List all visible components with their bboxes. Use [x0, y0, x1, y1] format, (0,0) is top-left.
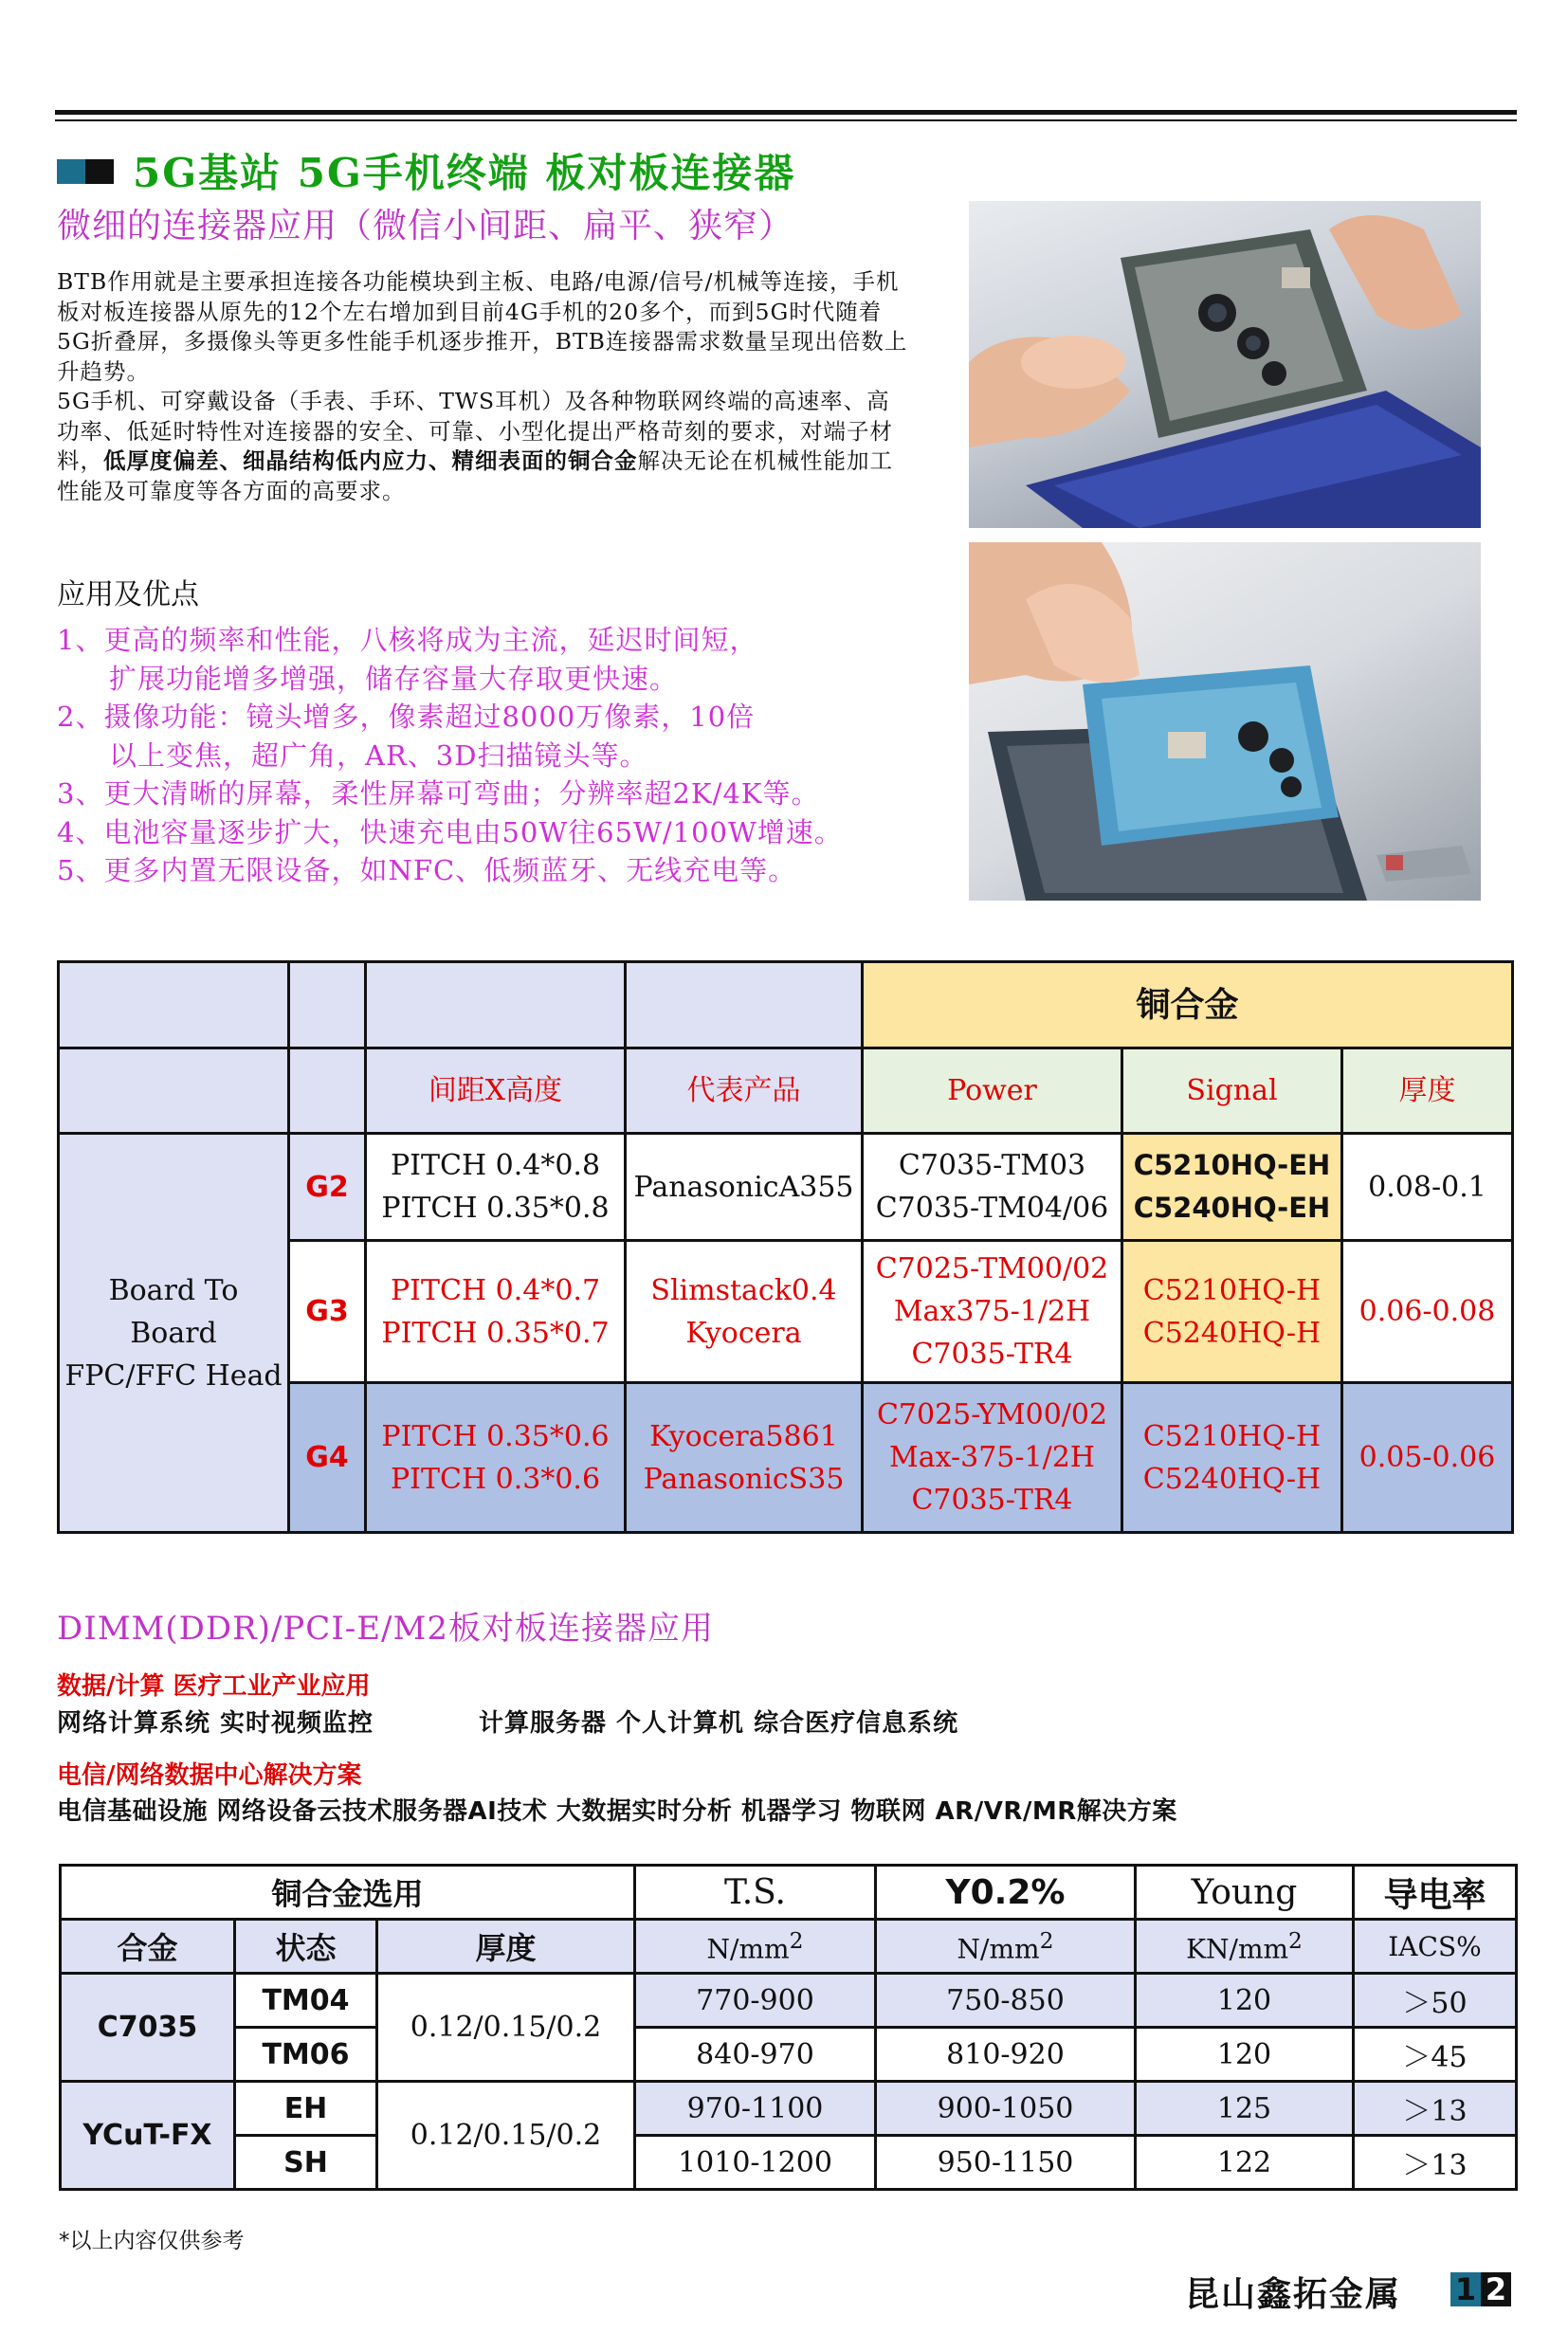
pitch-value: PITCH 0.4*0.8	[390, 1149, 601, 1182]
state-cell: SH	[235, 2136, 377, 2190]
t1-empty-cell	[59, 962, 289, 1048]
young-cell: 120	[1136, 2028, 1354, 2082]
product-value: Kyocera	[685, 1316, 802, 1350]
page-number-digit-1: 1	[1450, 2272, 1481, 2306]
g2-thickness: 0.08-0.1	[1342, 1134, 1513, 1241]
y-cell: 750-850	[876, 1974, 1136, 2028]
col-product-header: 代表产品	[626, 1048, 863, 1134]
young-cell: 120	[1136, 1974, 1354, 2028]
dimm-section-title: DIMM(DDR)/PCI-E/M2板对板连接器应用	[57, 1610, 714, 1648]
signal-value: C5210HQ-H	[1142, 1419, 1322, 1453]
product-value: Kyocera5861	[649, 1419, 838, 1453]
unit-sup: 2	[1288, 1927, 1303, 1955]
alloy-selection-table	[59, 1864, 1518, 2191]
power-value: C7035-TM03	[898, 1149, 1086, 1182]
unit-text: KN/mm	[1186, 1933, 1289, 1965]
top-rule-thin	[55, 119, 1517, 121]
g4-product	[626, 1383, 863, 1533]
intro-p2-start: 5G手机、可穿戴设备（手表、手环、TWS耳机）及各种物联网终端的高速率、高功率、低延时特性对连接器的安全、可靠、小型化提出严格苛刻的要求，对端子材料，	[57, 388, 893, 474]
g3-signal	[1122, 1241, 1342, 1383]
advantage-item-2: 2、摄像功能：镜头增多，像素超过8000万像素，10倍	[57, 701, 756, 733]
page-number-digit-2: 2	[1481, 2272, 1511, 2306]
h-thickness: 厚度	[377, 1920, 635, 1974]
intro-paragraph-1: BTB作用就是主要承担连接各功能模块到主板、电路/电源/信号/机械等连接，手机板对板连接器从原先的12个左右增加到目前4G手机的20多个，而到5G时代随着5G折叠屏，多摄像头等更多性能手机逐步推开，BTB连接器需求数量呈现出倍数上升趋势。	[57, 268, 908, 385]
photo-illustration-2	[969, 542, 1481, 901]
company-name: 昆山鑫拓金属	[1185, 2275, 1402, 2314]
heading-square-icon-dark	[85, 159, 114, 184]
power-value: C7035-TR4	[911, 1484, 1073, 1517]
signal-value: C5210HQ-EH	[1133, 1149, 1331, 1181]
row-label-line: Board	[130, 1316, 217, 1350]
product-value: Slimstack0.4	[650, 1273, 837, 1307]
row-label-line: FPC/FFC Head	[64, 1358, 283, 1393]
t1-empty-cell	[59, 1048, 289, 1134]
g4-pitch	[366, 1383, 626, 1533]
young-cell: 125	[1136, 2082, 1354, 2136]
g2-product: PanasonicA355	[626, 1134, 863, 1241]
h-ts: T.S.	[635, 1866, 876, 1920]
cond-cell: ＞50	[1354, 1974, 1517, 2028]
col-pitch-header: 间距X高度	[366, 1048, 626, 1134]
gen-g4: G4	[289, 1383, 366, 1533]
g3-product	[626, 1241, 863, 1383]
g2-power	[863, 1134, 1122, 1241]
ts-cell: 840-970	[635, 2028, 876, 2082]
advantage-item-1-cont: 扩展功能增多增强，储存容量大存取更快速。	[109, 662, 679, 695]
intro-text	[57, 267, 910, 506]
ts-cell: 1010-1200	[635, 2136, 876, 2190]
power-value: C7025-YM00/02	[876, 1398, 1108, 1431]
pitch-value: PITCH 0.35*0.6	[381, 1419, 610, 1453]
reference-note: *以上内容仅供参考	[59, 2229, 245, 2253]
thickness-cell: 0.12/0.15/0.2	[377, 2082, 635, 2190]
col-power-header: Power	[863, 1048, 1122, 1134]
dimm-line-2: 电信基础设施 网络设备云技术服务器AI技术 大数据实时分析 机器学习 物联网 AR/VR/MR解决方案	[57, 1797, 1177, 1826]
cond-cell: ＞13	[1354, 2136, 1517, 2190]
dimm-label-data: 数据/计算 医疗工业产业应用	[57, 1672, 371, 1701]
g3-power	[863, 1241, 1122, 1383]
intro-p2-end: 解决无论在机械性能加工性能及可靠度等各方面的高要求。	[57, 447, 893, 504]
h-y02: Y0.2%	[876, 1866, 1136, 1920]
top-rule	[55, 110, 1517, 115]
cond-cell: ＞13	[1354, 2082, 1517, 2136]
unit-young	[1136, 1920, 1354, 1974]
power-value: C7035-TR4	[911, 1338, 1073, 1371]
t1-empty-cell	[289, 962, 366, 1048]
h-alloy-select: 铜合金选用	[61, 1866, 635, 1920]
thickness-cell: 0.12/0.15/0.2	[377, 1974, 635, 2082]
phone-assembly-photo	[969, 542, 1481, 901]
state-cell: TM06	[235, 2028, 377, 2082]
signal-value: C5210HQ-H	[1142, 1273, 1322, 1307]
y-cell: 900-1050	[876, 2082, 1136, 2136]
g2-signal	[1122, 1134, 1342, 1241]
pitch-value: PITCH 0.35*0.8	[381, 1192, 610, 1225]
power-value: Max-375-1/2H	[889, 1441, 1095, 1474]
t1-empty-cell	[366, 962, 626, 1048]
g4-signal	[1122, 1383, 1342, 1533]
power-value: C7035-TM04/06	[875, 1192, 1109, 1225]
advantage-item-3: 3、更大清晰的屏幕，柔性屏幕可弯曲；分辨率超2K/4K等。	[57, 777, 820, 810]
unit-conductivity: IACS%	[1354, 1920, 1517, 1974]
unit-sup: 2	[789, 1927, 804, 1955]
t1-empty-cell	[626, 962, 863, 1048]
unit-y	[876, 1920, 1136, 1974]
advantages-list	[57, 621, 939, 890]
cond-cell: ＞45	[1354, 2028, 1517, 2082]
intro-p2-bold: 低厚度偏差、细晶结构低内应力、精细表面的铜合金	[103, 447, 638, 474]
h-young: Young	[1136, 1866, 1354, 1920]
phone-mainboard-photo	[969, 201, 1481, 528]
y-cell: 810-920	[876, 2028, 1136, 2082]
unit-text: N/mm	[957, 1933, 1040, 1965]
row-label-board-to-board	[59, 1134, 289, 1533]
advantage-item-2-cont: 以上变焦，超广角，AR、3D扫描镜头等。	[109, 738, 648, 772]
state-cell: EH	[235, 2082, 377, 2136]
g4-power	[863, 1383, 1122, 1533]
dimm-line-1a: 网络计算系统 实时视频监控	[57, 1709, 374, 1738]
alloy-c7035: C7035	[61, 1974, 235, 2082]
state-cell: TM04	[235, 1974, 377, 2028]
g2-pitch	[366, 1134, 626, 1241]
signal-value: C5240HQ-H	[1142, 1316, 1322, 1350]
col-signal-header: Signal	[1122, 1048, 1342, 1134]
power-value: Max375-1/2H	[893, 1295, 1091, 1328]
advantages-heading: 应用及优点	[57, 578, 199, 611]
btb-connector-table	[57, 960, 1514, 1534]
row-label-line: Board To	[108, 1273, 239, 1307]
unit-sup: 2	[1039, 1927, 1054, 1955]
intro-paragraph-2	[57, 387, 910, 506]
y-cell: 950-1150	[876, 2136, 1136, 2190]
gen-g3: G3	[289, 1241, 366, 1383]
signal-value: C5240HQ-EH	[1133, 1192, 1331, 1224]
unit-ts	[635, 1920, 876, 1974]
pitch-value: PITCH 0.35*0.7	[381, 1316, 610, 1350]
advantage-item-1: 1、更高的频率和性能，八核将成为主流，延迟时间短，	[57, 624, 758, 656]
g3-pitch	[366, 1241, 626, 1383]
page-subtitle: 微细的连接器应用（微信小间距、扁平、狭窄）	[57, 207, 794, 246]
h-state: 状态	[235, 1920, 377, 1974]
t1-empty-cell	[289, 1048, 366, 1134]
heading-square-icon	[57, 159, 85, 184]
unit-text: N/mm	[706, 1933, 790, 1965]
signal-value: C5240HQ-H	[1142, 1462, 1322, 1496]
ts-cell: 770-900	[635, 1974, 876, 2028]
dimm-label-telecom: 电信/网络数据中心解决方案	[57, 1761, 362, 1790]
young-cell: 122	[1136, 2136, 1354, 2190]
product-value: PanasonicS35	[643, 1462, 845, 1496]
pitch-value: PITCH 0.3*0.6	[390, 1462, 601, 1496]
advantage-item-4: 4、电池容量逐步扩大，快速充电由50W往65W/100W增速。	[57, 815, 843, 848]
gen-g2: G2	[289, 1134, 366, 1241]
g3-thickness: 0.06-0.08	[1342, 1241, 1513, 1383]
alloy-ycut-fx: YCuT-FX	[61, 2082, 235, 2190]
page-title: 5G基站 5G手机终端 板对板连接器	[133, 150, 796, 196]
pitch-value: PITCH 0.4*0.7	[390, 1273, 601, 1307]
g4-thickness: 0.05-0.06	[1342, 1383, 1513, 1533]
power-value: C7025-TM00/02	[875, 1252, 1109, 1285]
dimm-line-1b: 计算服务器 个人计算机 综合医疗信息系统	[479, 1709, 959, 1738]
advantage-item-5: 5、更多内置无限设备，如NFC、低频蓝牙、无线充电等。	[57, 854, 797, 886]
ts-cell: 970-1100	[635, 2082, 876, 2136]
photo-illustration	[969, 201, 1481, 528]
copper-alloy-header: 铜合金	[863, 962, 1513, 1048]
h-conductivity: 导电率	[1354, 1866, 1517, 1920]
h-alloy: 合金	[61, 1920, 235, 1974]
col-thickness-header: 厚度	[1342, 1048, 1513, 1134]
